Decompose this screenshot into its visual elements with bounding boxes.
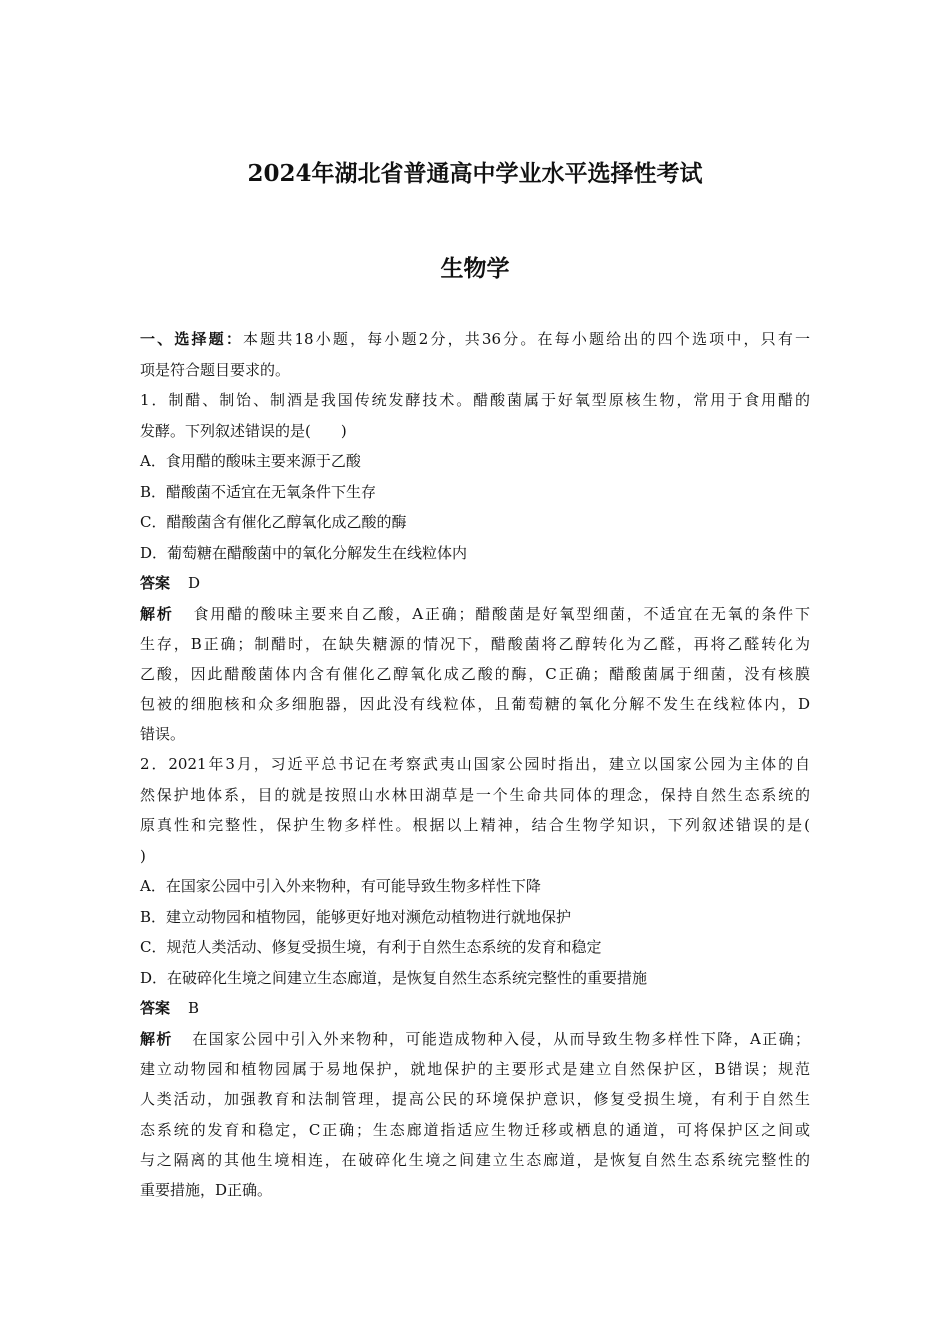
question-stem-line: 2．2021年3月，习近平总书记在考察武夷山国家公园时指出，建立以国家公园为主体的自 xyxy=(140,755,810,774)
subject-title: 生物学 xyxy=(440,255,510,282)
question-stem-line: 然保护地体系，目的就是按照山水林田湖草是一个生命共同体的理念，保持自然生态系统的 xyxy=(140,785,810,804)
analysis-label: 解析 xyxy=(140,1029,173,1048)
option-a: A．食用醋的酸味主要来源于乙酸 xyxy=(140,452,361,470)
option-d: D．在破碎化生境之间建立生态廊道，是恢复自然生态系统完整性的重要措施 xyxy=(140,968,648,987)
document-body xyxy=(140,324,810,1205)
answer xyxy=(140,568,810,599)
answer-value: D xyxy=(188,574,201,592)
analysis-line: 建立动物园和植物园属于易地保护，就地保护的主要形式是建立自然保护区，B错误；规范 xyxy=(140,1060,810,1079)
analysis-line: 态系统的发育和稳定，C正确；生态廊道指适应生物迁移或栖息的通道，可将保护区之间或 xyxy=(140,1120,810,1139)
analysis-line: 重要措施，D正确。 xyxy=(140,1180,273,1199)
answer-label: 答案 xyxy=(140,999,171,1018)
analysis-line: 乙酸，因此醋酸菌体内含有催化乙醇氧化成乙酸的酶，C正确；醋酸菌属于细菌，没有核膜 xyxy=(140,664,810,683)
analysis xyxy=(140,599,810,750)
answer xyxy=(140,993,810,1024)
section-label: 一、选择题： xyxy=(140,330,243,348)
answer-value: B xyxy=(188,999,200,1018)
analysis-line: 与之隔离的其他生境相连，在破碎化生境之间建立生态廊道，是恢复自然生态系统完整性的 xyxy=(140,1150,810,1169)
analysis xyxy=(140,1024,810,1205)
question-stem-line: 原真性和完整性，保护生物多样性。根据以上精神，结合生物学知识，下列叙述错误的是( xyxy=(140,816,810,835)
section-text: 本题共18小题，每小题2分，共36分。在每小题给出的四个选项中，只有一 xyxy=(243,330,810,348)
option-b: B．建立动物园和植物园，能够更好地对濒危动植物进行就地保护 xyxy=(140,907,572,926)
question-1 xyxy=(140,385,810,749)
question-stem-line: 1．制醋、制饴、制酒是我国传统发酵技术。醋酸菌属于好氧型原核生物，常用于食用醋的 xyxy=(140,391,810,409)
question-stem-line: ) xyxy=(140,846,146,865)
analysis-line xyxy=(140,599,810,629)
option-b: B．醋酸菌不适宜在无氧条件下生存 xyxy=(140,482,377,501)
question-stem-line: 发酵。下列叙述错误的是( ) xyxy=(140,421,347,440)
section-intro-line xyxy=(140,324,810,355)
analysis-label: 解析 xyxy=(140,604,174,623)
analysis-line: 错误。 xyxy=(140,725,186,744)
analysis-text: 食用醋的酸味主要来自乙酸，A正确；醋酸菌是好氧型细菌，不适宜在无氧的条件下 xyxy=(191,604,810,623)
analysis-line: 生存，B正确；制醋时，在缺失糖源的情况下，醋酸菌将乙醇转化为乙醛，再将乙醛转化为 xyxy=(140,634,810,653)
analysis-line: 人类活动，加强教育和法制管理，提高公民的环境保护意识，修复受损生境，有利于自然生 xyxy=(140,1090,810,1109)
analysis-line: 包被的细胞核和众多细胞器，因此没有线粒体，且葡萄糖的氧化分解不发生在线粒体内，D xyxy=(140,695,810,714)
option-c: C．醋酸菌含有催化乙醇氧化成乙酸的酶 xyxy=(140,513,407,531)
section-intro-line: 项是符合题目要求的。 xyxy=(140,360,291,379)
option-d: D．葡萄糖在醋酸菌中的氧化分解发生在线粒体内 xyxy=(140,543,468,562)
question-2 xyxy=(140,749,810,1205)
analysis-text: 在国家公园中引入外来物种，可能造成物种入侵，从而导致生物多样性下降，A正确； xyxy=(190,1029,810,1048)
answer-label: 答案 xyxy=(140,574,171,592)
option-c: C．规范人类活动、修复受损生境，有利于自然生态系统的发育和稳定 xyxy=(140,938,602,957)
analysis-line xyxy=(140,1024,810,1054)
exam-title: 2024年湖北省普通高中学业水平选择性考试 xyxy=(247,160,703,187)
option-a: A．在国家公园中引入外来物种，有可能导致生物多样性下降 xyxy=(140,877,541,896)
